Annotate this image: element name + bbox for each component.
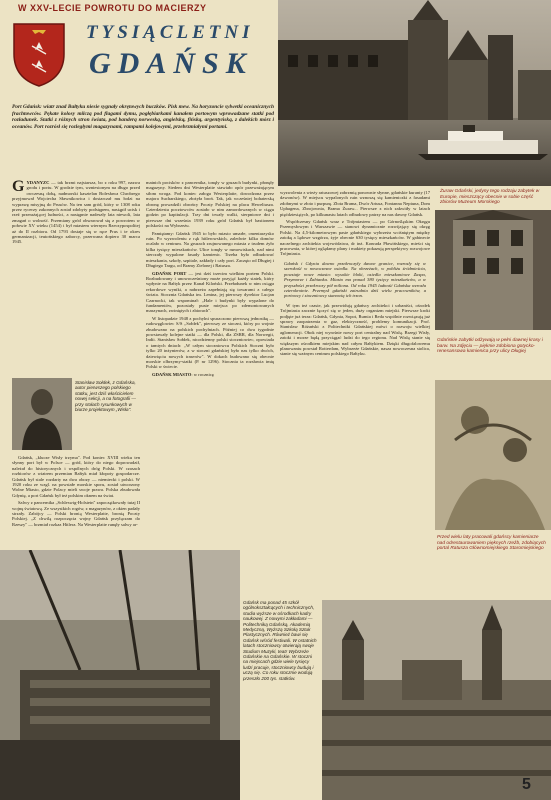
- caption-bottom-center: Gdańsk ma ponad 45 szkół ogólnokształcących i technicznych, studia wyższe w ośrodkach kadry naukowej. Z nowymi zakładami — Politechniką Gdańską, Akademią Medyczną, Wyższą Szkołą Sztuk Plastycznych. Również bawi się Gdańsk wśród festiwali. W ostatnich latach stoczniowcy otwierają swoje Studium Muzyki, teatr Wybrzeże Gdańskie na Gdańskie. W stoczni na miejscach gdzie wiele tysięcy ludzi pracuje, stoczniowcy budują i uczą się. Co roku stocznie wodują przeszło 200 tys. statków.: [243, 600, 317, 681]
- col3-p3: W tym też czasie, jak przewidują gdańscy architekci i urbaniści, ośrodek Trójmiasta zacznie łączyć się w jeden, duży organizm miejski. Pierwsze kroki podjęte już teraz: Gdańsk, Gdynia, Sopot, Rumia i Reda wspólnie rozwiązują już sprawy zaopatrzenia w gaz, elektryczność, problemy komunikacji. Prof. Stanisław Różański z Politechniki Gdańskiej mówi o rozwoju wielkiej aglomeracji. Obok niej wyrośnie nowy port centralny nad Wisłą. Brzegi Wisły, zatoki i morze będą przyciągać ludzi do tego regionu. Nad Wisłą stanie się większym ośrodkiem miejskim nad całym Bałtykiem. Dzięki długofalowemu planowaniu powstał Rotterdam, Wybrzeże Gdańskie, nasza nowoczesna stolica, stanie się ważnym centrum polskiego Bałtyku.: [280, 302, 430, 357]
- col1-p1: — tak brzmi najstarsza, bo z roku 997, nazwa grodu i portu. W grodzie tym, wzniesionym na długo przed owczesną dobą, nadmorski kasztelan Bolesława Chrobrego przyjmował Wojciecha Sławnikowica i dostarczał mu łodzi na wyprawę misyjną do Prusów. Na ten sam gród, który w 1308 roku przez rycerzy zakonnych został zdobyty podstępem, nastąpił ucisk i rzeź przerażającej ludności, a następnie nadeszły lata niewoli, lata zmagań o wolność. Przemiany gród obwarował się z powrotem w połowie XV wieku (1454) i był miastem wiernym Rzeczypospolitej aż do II rozbioru. Od 1793 dostaje się w ręce Prus i te okres germanizacji, teutońskiego zaborcy, przerwana dopiero 30 marca 1945.: [12, 180, 140, 245]
- photo-soldek-portrait: [12, 378, 72, 450]
- photo-city-rooftops: [322, 600, 551, 800]
- article-column-1: [12, 180, 140, 247]
- coat-of-arms-icon: [10, 20, 68, 88]
- page-number: 5: [522, 776, 531, 793]
- col3-sidebar: Gdańsk i Gdynia dawno przekroczyły dawne granice, rozrosły się w szerokość w nowoczesne osiedla. Na obrzeżach, w pobliżu śródmieścia, powstaje nowe miasto: wysokie bloki, osiedla mieszkaniowe Zaspa, Przymorze i Żabianka. Miasto ma ponad 380 tysięcy mieszkańców, a w przyszłości przekroczy pół miliona. Od roku 1945 ludność Gdańska wzrosła czterokrotnie. Przemysł gdański zatrudnia dziś wielu pracowników, a portowcy i stoczniowcy stanowią ich trzon.: [284, 260, 426, 299]
- title-line2: GDAŃSK: [89, 47, 253, 80]
- lead-paragraph: Port Gdańsk: wiatr znad Bałtyku niesie sygnały okrętowych buczków. Pisk mew. Na horyzoncie sylwetki oceanicznych frachtowców. Pękate kolosy milczą pod flagami dymu, pogłębiarkami kanałem portowym wprowadzane statki pod rozładunek. Statki z różnych stron świata, pod banderą norweską, angielską, fińską, argentyńską, z dalekich mórz i oceanów. Port rozrósł się rozległymi magazynami, rampami kolejowymi, przebrzmiałymi portami.: [12, 104, 274, 130]
- col1-opening: YDANYZC: [26, 180, 50, 185]
- photo-shipyard: [0, 550, 240, 800]
- caption-mid-right: Gdańskie zabytki odżywają w pełni dawnej krasy i barw. Na zdjęciu — pięknie zdobiona gotycko-renesansowa kamienica przy ulicy Długiej: [437, 338, 543, 355]
- col3-p1: wyzwolenia z wieży ratuszowej zabrzmią ponownie słynne, gdańskie kuranty (17 dzwonów). W miejscu wypalonych ruin wznoszą się kamieniczki z fasadami zdobnymi w złoto i purpurę. Złota Brama, Dwór Artusa, Fontanna Neptuna, Dom Uphagena, Zbrojownia, Brama Żuraw... Pierwsze z nich zakwitły w latach pięćdziesiątych, po kilkunastu latach odbudowy patrzy na nas dawny Gdańsk.: [280, 190, 431, 217]
- col2-p3: — jest dziś trzecim wielkim portem Polski. Rozbudowany i unowocześniony może przyjąć każdy statek, który wpłynie na Bałtyk przez Kanał Kiloński. Przeładunek w nim osiąga rekordowe wyniki, a nabrzeża zapełniają się towarami z całego świata. Stocznia Gdańska im. Lenina, jej pierwszy dyrektor Lucjan Czarnocki, tak wspominał: „Hale i budynki były wypalone do fundamentów, pozostały puste miejsca po zdemontowanych maszynach, zwiniętych i zbiorach".: [146, 270, 274, 314]
- col2-p2: Pamiętamy: Gdańsk 1945 to było miasto umarłe, cmentarzysko ruin. Po wyzwoleniu z rąk hitlerowskich, zaledwie kilka domów ocalało w centrum. Na gruzach zrujnowanego miasta z trudem żyło kilka tysięcy mieszkańców. Ulice tonęły w rumowiskach, nad nimi sterczały wypalone fasady kamienic. Trzeba było odbudować mieszkania, szkoły, szpitale, zakłady i cały port. Zaczęto od Długiej i Długiego Targu, od Bramy Zielonej i Ratusza.: [146, 230, 274, 269]
- caption-inset-soldek: Stanisław Sołdek, z Gdańska, autor pierwszego polskiego statku, jest dziś właścicielem nowej sekcji, a na fotografii — przy stołach rysunkowych w biurze projektowym „Wisła".: [75, 380, 137, 413]
- title-line1: TYSIĄCLETNI: [86, 22, 254, 43]
- article-column-3: [280, 190, 430, 359]
- drop-cap: G: [12, 178, 25, 195]
- col2-p5: : w rocznicę: [191, 371, 214, 377]
- article-column-1-lower: [12, 455, 140, 529]
- caption-bottom-right: Przed wielu laty pracowali gdańscy kamieniarze nad odrestaurowaniem pięknych rzeźb, zdobiących portal Ratusza Głównomiejskiego Staromiejskiego: [437, 535, 546, 552]
- photo-stone-carvers: [435, 380, 551, 530]
- photo-kamienica: [435, 210, 551, 330]
- col3-p2: Współczesny Gdańsk wraz z Trójmiastem — po Górnośląskim Okręgu Przemysłowym i Warszawie — stanowi dynamicznie rozwijający się okręg Polski. Na 4,5-kilometrowym pasie gdańskiego wybrzeża wciśniętym między zatokę a lądowe wzgórza, żyje obecnie 630 tysięcy mieszkańców. W gabinecie naczelnego architekta województwa, dr inż. Konrada Pławińskiego, mieści się pracownia, w której oglądamy plany i makiety pokazują perspektywy rozwojowe Trójmiasta.: [280, 219, 430, 257]
- caption-top-right: Żuraw Gdański, jedyny tego rodzaju zabytek w Europie, mieszczący obecnie w sobie część zbiorów Muzeum Morskiego: [440, 189, 540, 206]
- col1-p3: Salwy z pancernika „Schleswig-Holstein" zapoczątkowały tutaj II wojnę światową. Ze wszystkich rogów, z magazynów, z okien padały strzały. Zabójcy — Polski bronią Westerplatte, bronią Poczty Polskiej. „Z chwilą rozpoczęcia wojny Gdańsk przyłączam do Rzeszy" — brzmiał rozkaz Hitlera. Na Westerplatte runęły salwy ar-: [12, 500, 140, 527]
- col2-p1: matnich pocisków z pancernika, tonęły w gruzach budynki, płonęły magazyny. Siedem dni Westerplatte stawiało opór przeważającym siłom wroga. Pod koniec załoga Westerplatte, dowodzona przez majora Sucharskiego, złożyła broń. Tak, jak wcześniej bohaterską obronę prowadzili obrońcy Poczty Polskiej na placu Heweliusza. Czterdziestu pocztowców zostało w nim zamordowanych w ciągu godzin po kapitulacji. Trzy dni trwały walki, sierpniowe dni i pierwsze dni września 1939 roku gród Gdańsk był bastionem polskości na Wybrzeżu.: [146, 180, 274, 229]
- col2-subhead-miasto: GDAŃSK MIASTO: [152, 371, 192, 377]
- col1-p2: Gdańsk, „klucze Wisły trzyma". Pod koniec XVIII wieku ten słynny port był w Polsce — gród, który do niego doprowadził, należał do historycznych i wspólnych dróg Polski. W czasach rozbiorów z wiatrem przemian Bałtyk miał kłopoty gospodarcze. Gdańsk był stale rozdarty na dwa obozy — niemiecki i polski. W 1920 roku ze wzgl. na powstałe morskie sporu, został utworzony Wolne Miasto, gdzie Polacy mieli swoje prawa. Polska zbudowała Gdynię, a port Gdańsk był też polskim oknem na świat.: [12, 455, 140, 498]
- photo-zuraw-waterfront: [278, 0, 551, 186]
- col2-p4: W listopadzie 1948 z pochylni spuszczono pierwszą jednostkę — rudowęglowiec S/S „Sołdek", pierwszy ze stoczni, który po wojnie zbudowano na polskich pochylniach. Później co dwa tygodnie powstawały kolejne statki — dla Polski, dla ZSRR, dla Norwegii, Indii. Stanisław Sołdek, nicodzienny polski stoczniowiec, opowiada o tamtych dniach: „W całym stoczniowcu Polskich Stoczni było tylko 20 inżynierów, a w stoczni gdańskiej było nas tylko dwóch, dziewięciu nowych traserów". W dokach budowano się obecnie morskie olbrzymy-statki (P. nr 1296). Stocznia ta rozsławia imię Polski w świecie.: [146, 315, 274, 370]
- col2-subhead-port: GDAŃSK PORT: [152, 270, 187, 276]
- article-column-2: [146, 180, 274, 379]
- header-banner-text: W XXV-LECIE POWROTU DO MACIERZY: [18, 3, 207, 13]
